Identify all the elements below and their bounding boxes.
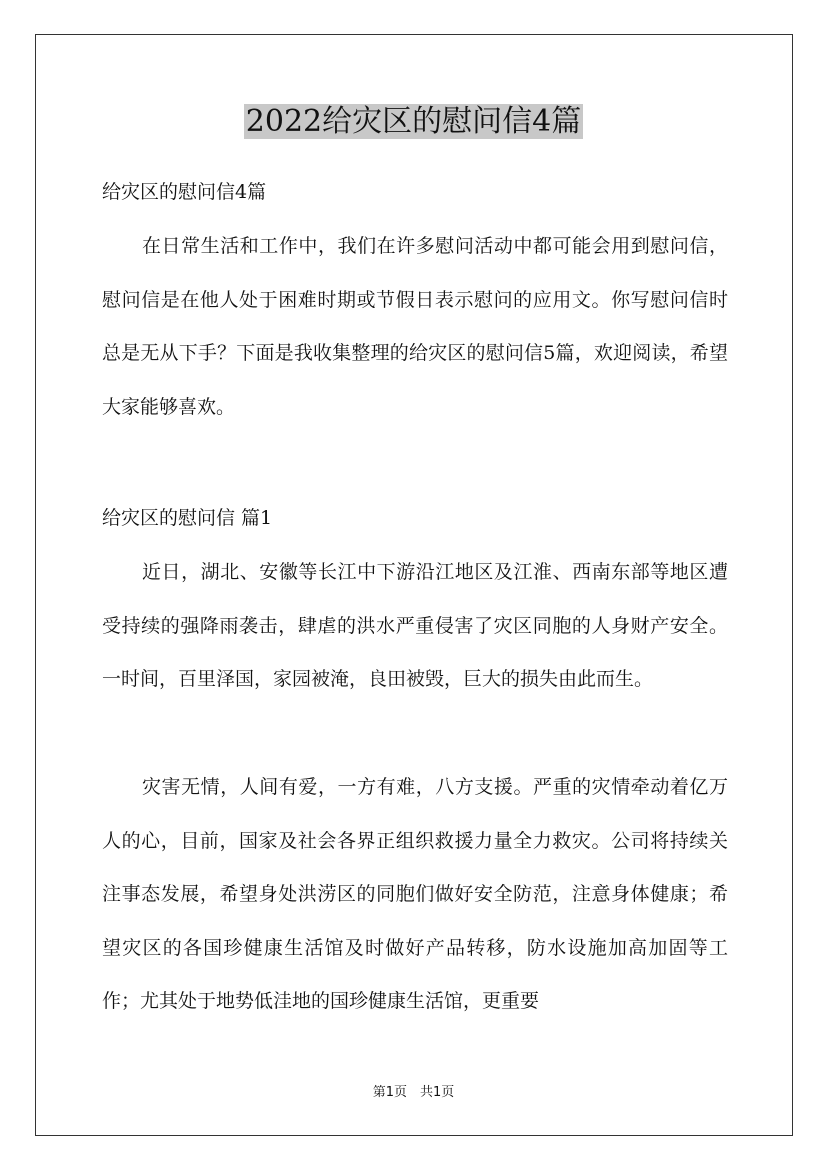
document-subtitle: 给灾区的慰问信4篇 [102, 181, 267, 203]
document-title: 2022给灾区的慰问信4篇 [245, 104, 582, 139]
page-number: 第1页 共1页 [372, 1085, 455, 1100]
intro-paragraph: 在日常生活和工作中，我们在许多慰问活动中都可能会用到慰问信，慰问信是在他人处于困难时期或节假日表示慰问的应用文。你写慰问信时总是无从下手？下面是我收集整理的给灾区的慰问信5篇，欢迎阅读，希望大家能够喜欢。 [102, 235, 728, 418]
section-heading: 给灾区的慰问信 篇1 [102, 507, 273, 529]
body-paragraph-1: 近日，湖北、安徽等长江中下游沿江地区及江淮、西南东部等地区遭受持续的强降雨袭击，肆虐的洪水严重侵害了灾区同胞的人身财产安全。一时间，百里泽国，家园被淹，良田被毁，巨大的损失由此而生。 [102, 561, 728, 690]
body-paragraph-2: 灾害无情，人间有爱，一方有难，八方支援。严重的灾情牵动着亿万人的心，目前，国家及社会各界正组织救援力量全力救灾。公司将持续关注事态发展，希望身处洪涝区的同胞们做好安全防范，注意身体健康；希望灾区的各国珍健康生活馆及时做好产品转移，防水设施加高加固等工作；尤其处于地势低洼地的国珍健康生活馆，更重要 [102, 776, 728, 1012]
